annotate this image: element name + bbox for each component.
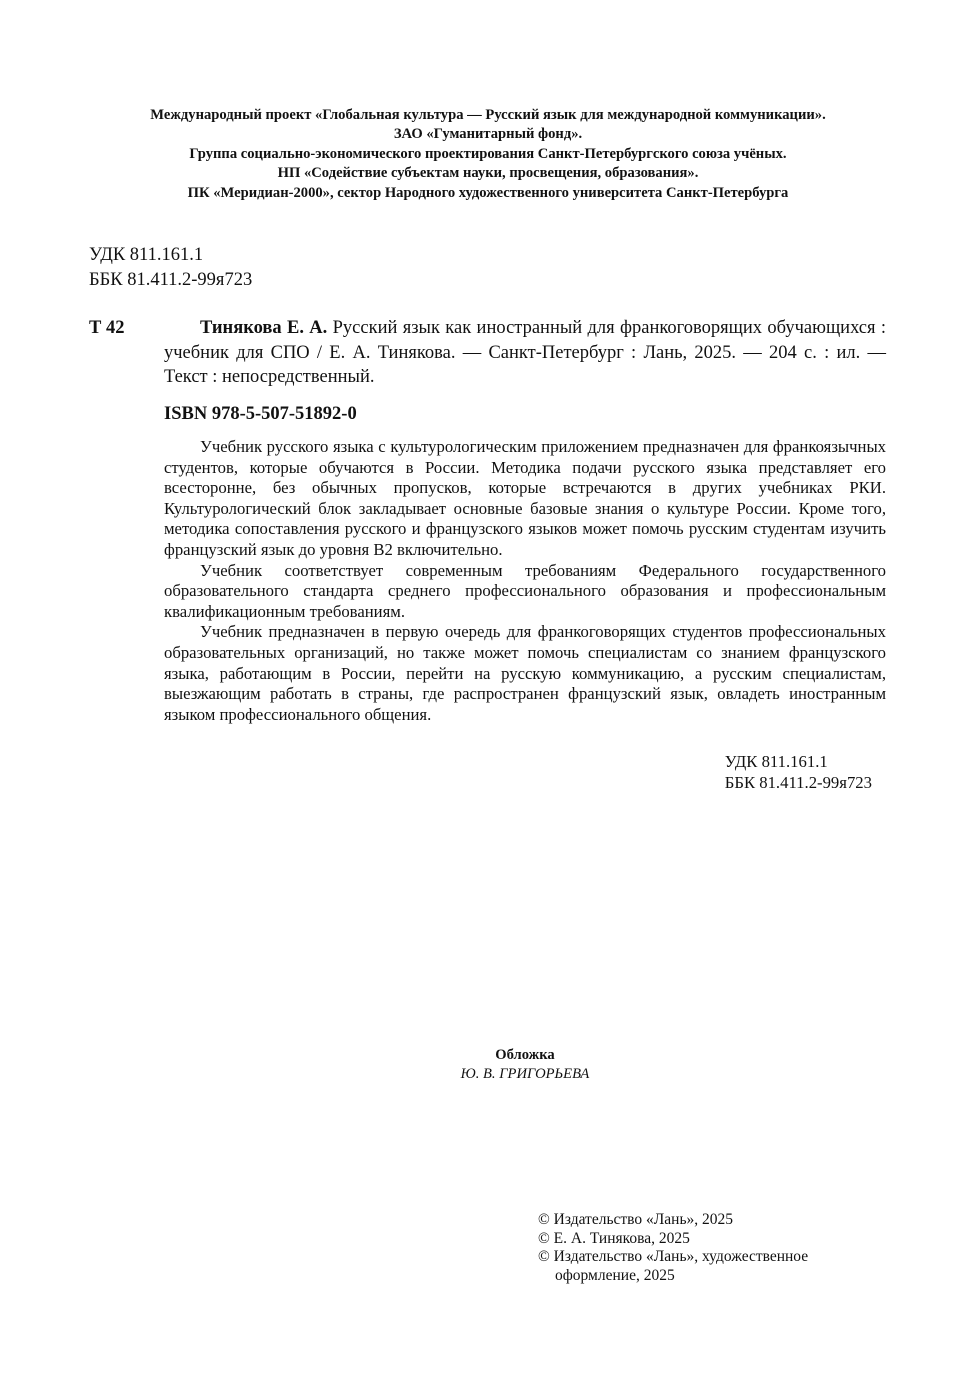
copyright-line: © Е. А. Тинякова, 2025: [538, 1229, 690, 1247]
copyright-line: © Издательство «Лань», 2025: [538, 1211, 734, 1228]
cover-credit: [0, 1046, 976, 1084]
cover-designer: Ю. В. ГРИГОРЬЕВА: [460, 1066, 590, 1082]
header-line: ПК «Меридиан-2000», сектор Народного художественного университета Санкт-Петербурга: [187, 184, 789, 201]
isbn: ISBN 978-5-507-51892-0: [164, 404, 357, 424]
copyright-line: © Издательство «Лань», художественное оформление, 2025: [538, 1248, 809, 1284]
udk-code: УДК 811.161.1: [89, 245, 204, 265]
cover-label: Обложка: [495, 1047, 555, 1063]
publisher-header: [60, 106, 916, 203]
annotation: [164, 437, 886, 725]
annotation-udk: УДК 811.161.1: [724, 752, 828, 771]
copyright-block: [538, 1211, 858, 1285]
header-line: НП «Содействие субъектам науки, просвещения, образования».: [277, 165, 699, 182]
annotation-paragraph: Учебник соответствует современным требованиям Федерального государственного образовательного стандарта среднего профессионального образования и профессиональным квалификационным требованиям.: [164, 560, 886, 621]
bibliographic-record: [164, 316, 886, 390]
annotation-bbk: ББК 81.411.2-99я723: [724, 772, 872, 792]
author-mark: Т 42: [89, 318, 125, 338]
header-line: Международный проект «Глобальная культура — Русский язык для международной коммуникации».: [150, 107, 826, 123]
author-name: Тинякова Е. А.: [200, 318, 328, 338]
header-line: Группа социально-экономического проектирования Санкт-Петербургского союза учёных.: [189, 145, 787, 162]
header-line: ЗАО «Гуманитарный фонд».: [393, 126, 583, 143]
book-description: Русский язык как иностранный для франкоговорящих обучающихся : учебник для СПО / Е. А. Тинякова. — Санкт-Петербург : Лань, 2025. — 204 с. : ил. — Текст : непосредственный.: [164, 318, 887, 387]
bibliographic-text: [164, 316, 886, 390]
annotation-paragraph: Учебник русского языка с культурологическим приложением предназначен для франкоязычных студентов, которые обучаются в России. Методика подачи русского языка представляет его всесторонне, без обычных пропусков, которые встречаются в других учебниках РКИ. Культурологический блок закладывает основные базовые знания о культуре России. Кроме того, методика сопоставления русского и французского языков может помочь русским студентам изучить французский язык до уровня B2 включительно.: [164, 437, 886, 559]
annotation-paragraph: Учебник предназначен в первую очередь для франкоговорящих студентов профессиональных образовательных организаций, но также может помочь специалистам со знанием французского языка, работающим в России, перейти на русскую коммуникацию, а русским специалистам, выезжающим работать в страны, где распространен французский язык, овладеть иностранным языком профессионального общения.: [164, 622, 886, 724]
classification-codes: [89, 243, 252, 292]
bbk-code: ББК 81.411.2-99я723: [89, 269, 253, 290]
annotation-codes: [725, 752, 872, 793]
